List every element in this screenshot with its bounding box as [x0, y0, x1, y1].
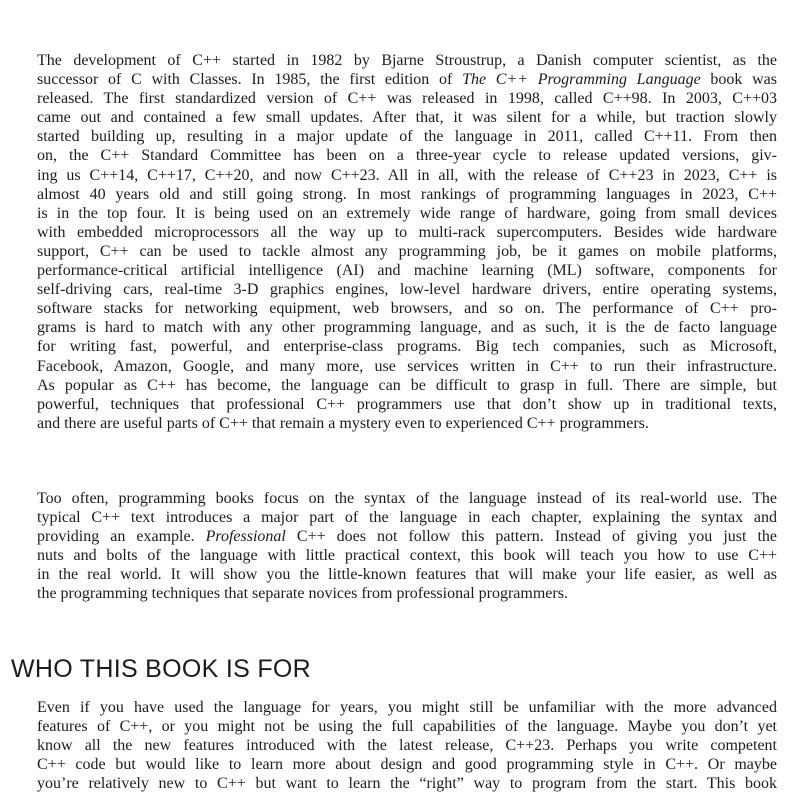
text-line: released. The first standardized version of C++ was released in 1998, called C++98. In 2003, C++03	[37, 90, 777, 108]
text-line: Too often, programming books focus on the syntax of the language instead of its real-world use. The	[37, 490, 777, 507]
text-line: for writing fast, powerful, and enterprise-class programs. Big tech companies, such as Microsoft,	[37, 338, 777, 356]
text-line: Facebook, Amazon, Google, and many more, use services written in C++ to run their infrastructure.	[37, 357, 777, 375]
text-line: on, the C++ Standard Committee has been on a three-year cycle to release updated versions, giv-	[37, 147, 777, 165]
book-title-italic: Professional	[205, 528, 286, 546]
text-run: C++ does not follow this pattern. Instead of giving you just the	[285, 528, 778, 546]
text-line: Even if you have used the language for years, you might still be unfamiliar with the more advanced	[37, 699, 777, 716]
text-line: features of C++, or you might not be using the full capabilities of the language. Maybe you don’t yet	[37, 718, 777, 736]
text-line: almost 40 years old and still going strong. In most rankings of programming languages in 2023, C++	[37, 185, 777, 203]
text-line	[37, 70, 777, 89]
text-line: the programming techniques that separate novices from professional programmers.	[37, 585, 568, 603]
book-title-italic: The C++ Programming Language	[462, 71, 701, 89]
text-line	[37, 527, 777, 546]
text-line: started building up, resulting in a major update of the language in 2011, called C++11. From then	[37, 128, 777, 146]
intro-paragraph	[37, 51, 777, 433]
text-line: As popular as C++ has become, the language can be difficult to grasp in full. There are simple, but	[37, 376, 777, 394]
section-heading: WHO THIS BOOK IS FOR	[11, 655, 312, 683]
text-line: software stacks for networking equipment, web browsers, and so on. The performance of C++ pro-	[37, 300, 777, 318]
text-run: book was	[700, 71, 778, 89]
audience-paragraph	[37, 698, 777, 793]
text-line: powerful, techniques that professional C++ programmers use that don’t show up in traditional texts,	[37, 395, 777, 413]
text-line: performance-critical artificial intelligence (AI) and machine learning (ML) software, components for	[37, 262, 777, 280]
text-line: ing us C++14, C++17, C++20, and now C++23. All in all, with the release of C++23 in 2023, C++ is	[37, 166, 777, 184]
text-line: The development of C++ started in 1982 by Bjarne Stroustrup, a Danish computer scientist, as the	[37, 52, 777, 69]
text-line: know all the new features introduced with the latest release, C++23. Perhaps you write competent	[37, 737, 777, 755]
text-line: C++ code but would like to learn more about design and good programming style in C++. Or maybe	[37, 756, 777, 774]
text-run: successor of C with Classes. In 1985, the first edition of	[37, 71, 463, 89]
text-line: nuts and bolts of the language with little practical context, this book will teach you how to use C++	[37, 547, 777, 565]
approach-paragraph	[37, 489, 777, 604]
text-line: with embedded microprocessors all the way up to multi-rack supercomputers. Besides wide hardware	[37, 223, 777, 241]
text-line: came out and contained a few small updates. After that, it was silent for a while, but traction slowly	[37, 109, 777, 127]
text-line: is in the top four. It is being used on an extremely wide range of hardware, going from small devices	[37, 204, 777, 222]
text-line: typical C++ text introduces a major part of the language in each chapter, explaining the syntax and	[37, 509, 777, 527]
text-line: you’re relatively new to C++ but want to learn the “right” way to program from the start. This book	[37, 775, 777, 793]
text-line: self-driving cars, real-time 3-D graphics engines, low-level hardware drivers, entire operating systems,	[37, 281, 777, 299]
text-run: providing an example.	[37, 528, 206, 546]
text-line: grams is hard to match with any other programming language, and as such, it is the de facto language	[37, 319, 777, 337]
text-line: support, C++ can be used to tackle almost any programming job, be it games on mobile platforms,	[37, 242, 777, 260]
text-line: and there are useful parts of C++ that remain a mystery even to experienced C++ programmers.	[37, 414, 649, 432]
text-line: in the real world. It will show you the little-known features that will make your life easier, as well as	[37, 566, 777, 584]
